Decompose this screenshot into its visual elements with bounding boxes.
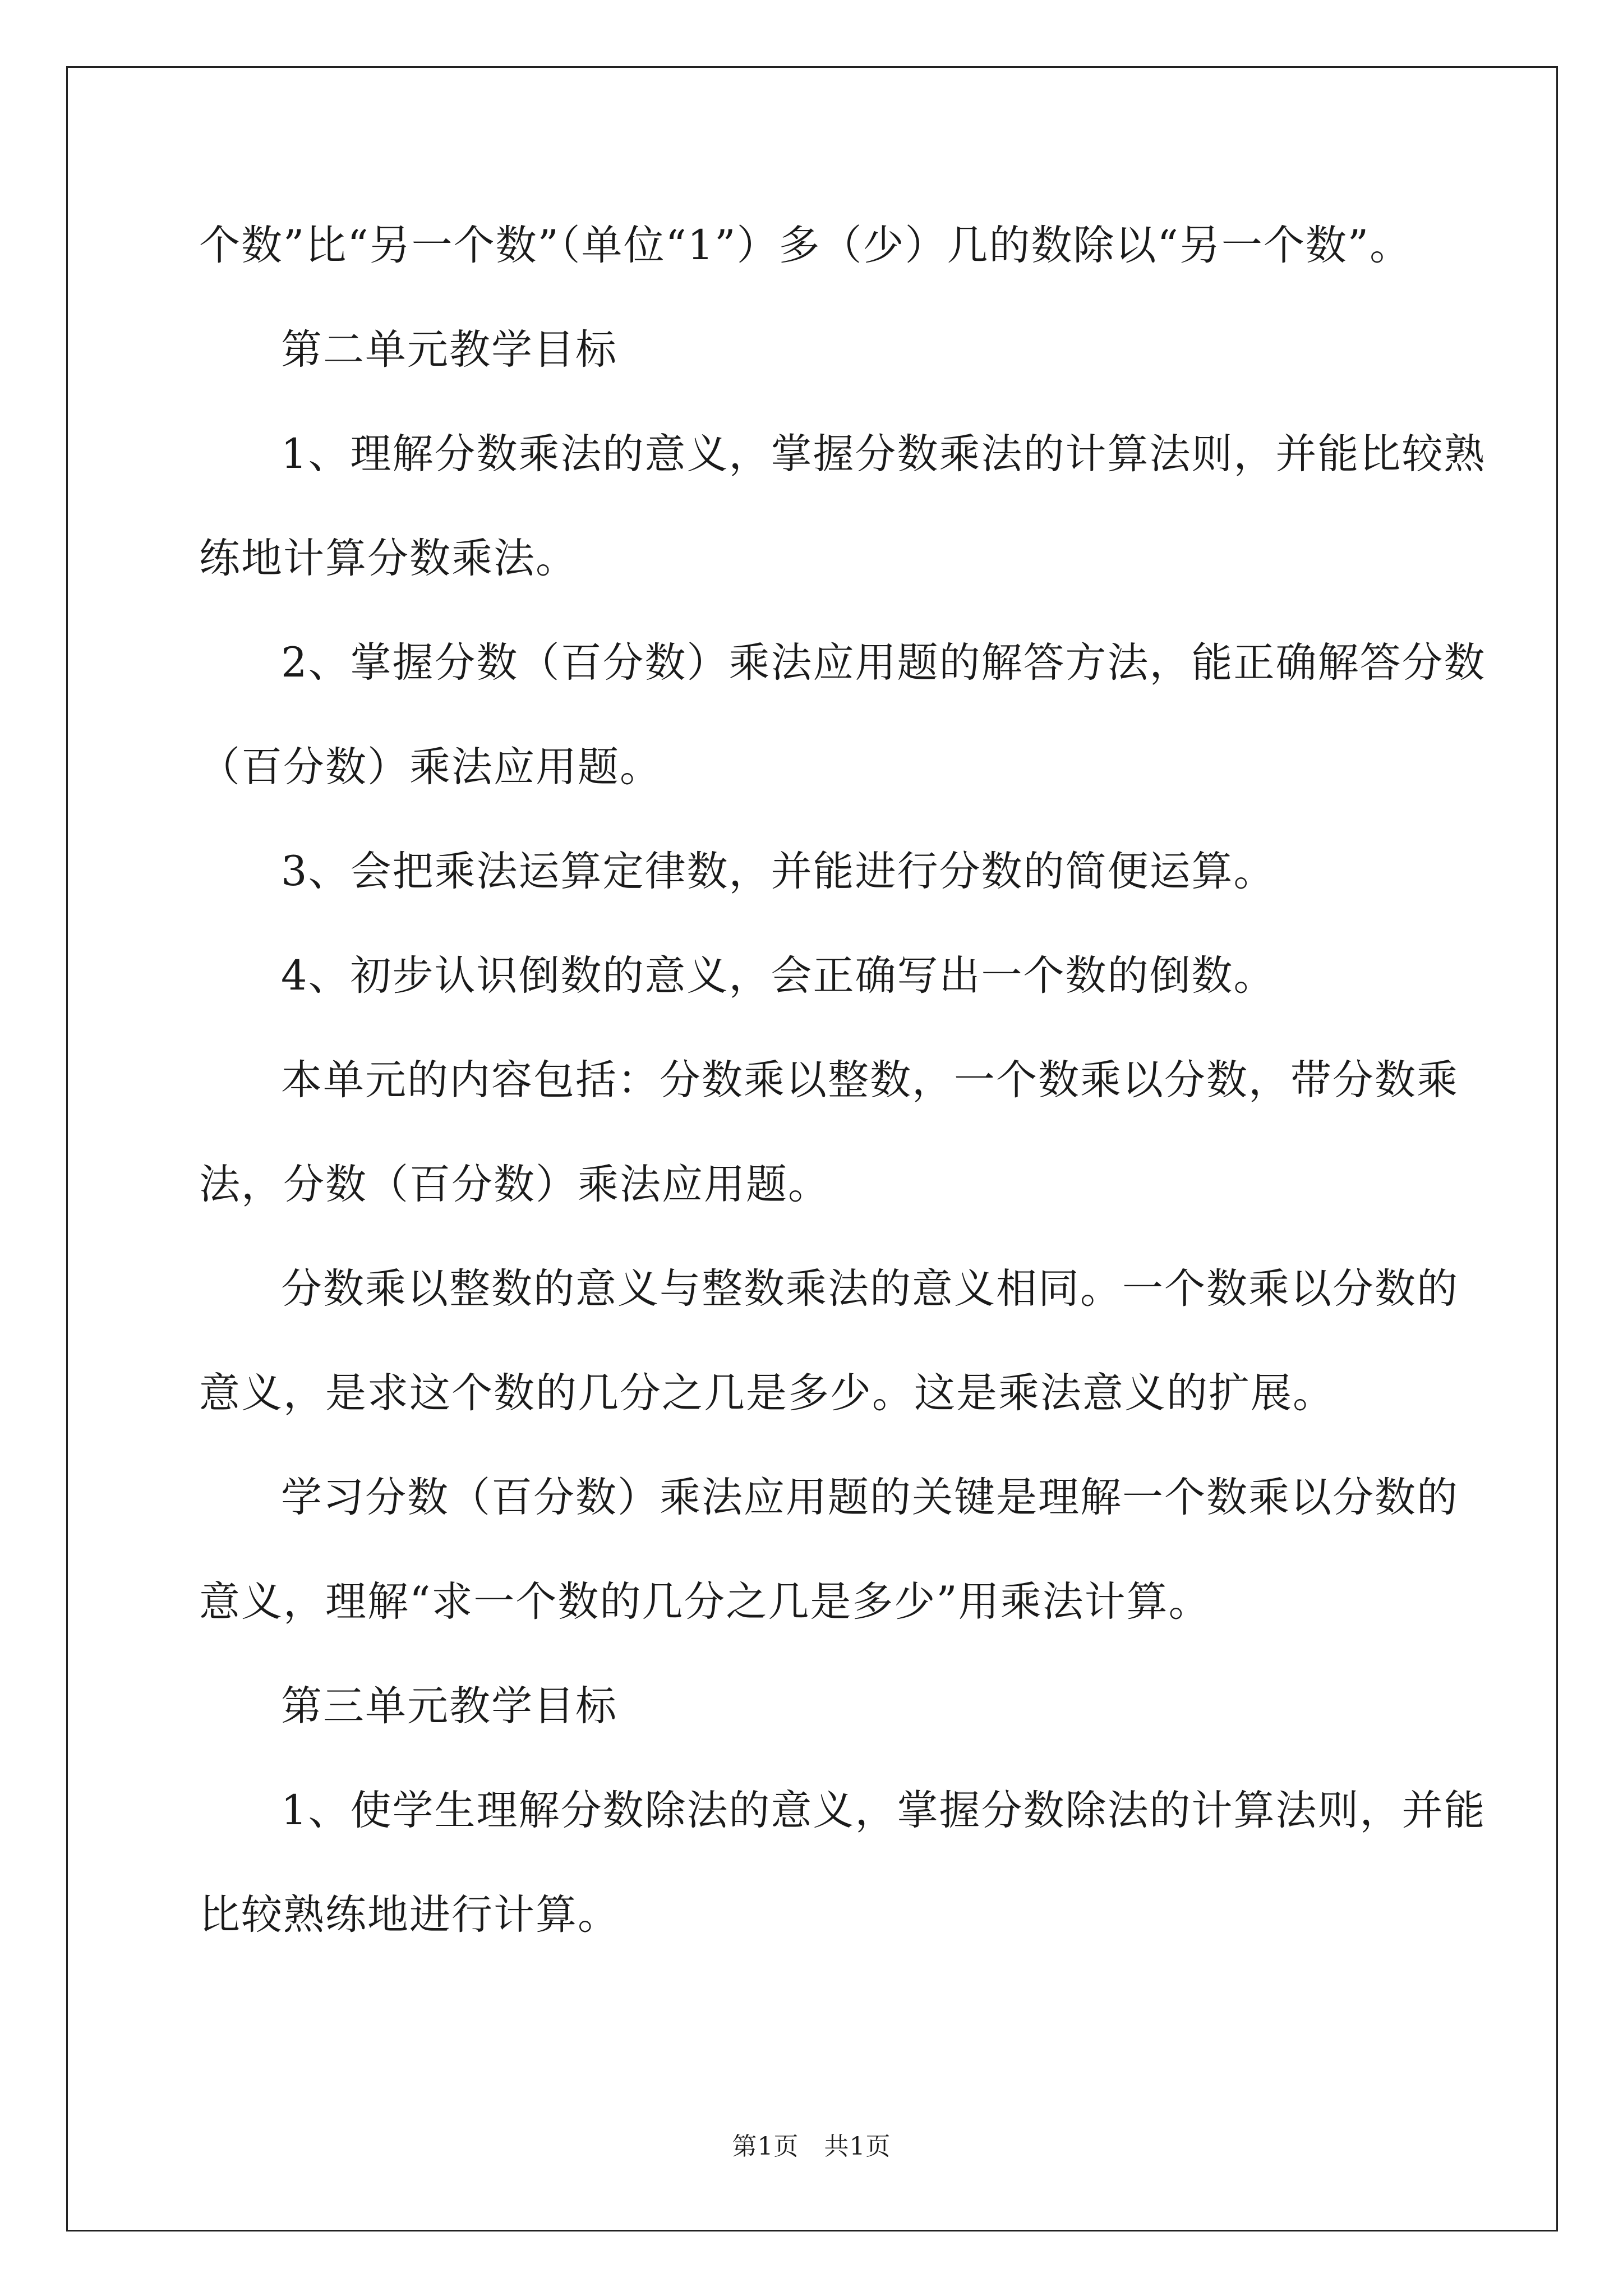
paragraph-line-13: 学习分数（百分数）乘法应用题的关键是理解一个数乘以分数的 — [281, 1474, 1459, 1521]
page-number-footer: 第1页 共1页 — [732, 2132, 891, 2161]
paragraph-line-8: 4、初步认识倒数的意义，会正确写出一个数的倒数。 — [281, 952, 1276, 1000]
section-heading-unit-3: 第三单元教学目标 — [281, 1682, 617, 1730]
paragraph-line-7: 3、会把乘法运算定律数，并能进行分数的简便运算。 — [281, 848, 1276, 895]
paragraph-line-16: 1、使学生理解分数除法的意义，掌握分数除法的计算法则，并能 — [281, 1787, 1486, 1834]
paragraph-line-14: 意义，理解“求一个数的几分之几是多少”用乘法计算。 — [199, 1578, 1211, 1626]
paragraph-line-4: 练地计算分数乘法。 — [199, 535, 578, 582]
paragraph-line-9: 本单元的内容包括：分数乘以整数，一个数乘以分数，带分数乘 — [281, 1056, 1459, 1104]
paragraph-line-1: 个数”比“另一个数”（单位“1”）多（少）几的数除以“另一个数”。 — [199, 222, 1412, 269]
section-heading-unit-2: 第二单元教学目标 — [281, 326, 617, 374]
paragraph-line-11: 分数乘以整数的意义与整数乘法的意义相同。一个数乘以分数的 — [281, 1265, 1459, 1313]
paragraph-line-5: 2、掌握分数（百分数）乘法应用题的解答方法，能正确解答分数 — [281, 639, 1486, 687]
paragraph-line-3: 1、理解分数乘法的意义，掌握分数乘法的计算法则，并能比较熟 — [281, 430, 1486, 478]
paragraph-line-17: 比较熟练地进行计算。 — [199, 1891, 620, 1939]
paragraph-line-6: （百分数）乘法应用题。 — [199, 743, 662, 791]
paragraph-line-10: 法，分数（百分数）乘法应用题。 — [199, 1161, 830, 1208]
paragraph-line-12: 意义，是求这个数的几分之几是多少。这是乘法意义的扩展。 — [199, 1369, 1335, 1417]
